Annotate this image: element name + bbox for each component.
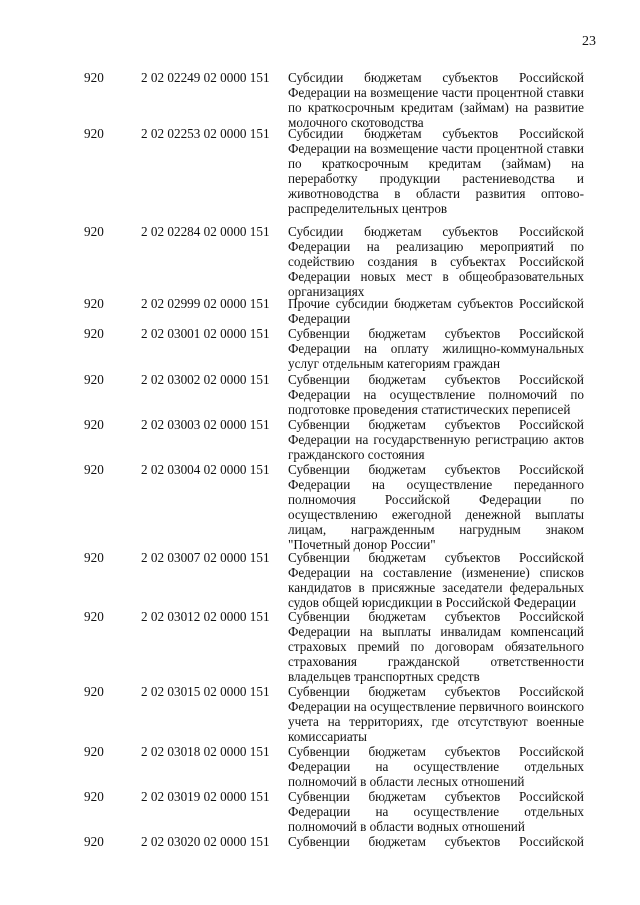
table-row: [0, 744, 640, 789]
table-row: [0, 326, 640, 372]
revenue-description: Субвенции бюджетам субъектов Российской Федерации на составление (изменение) списков кандидатов в присяжные заседатели федеральных судов общей юрисдикции в Российской Федерации: [288, 550, 584, 611]
revenue-description: Субвенции бюджетам субъектов Российской: [288, 834, 584, 849]
administrator-code: 920: [84, 789, 104, 804]
revenue-classification-code: 2 02 03007 02 0000 151: [141, 550, 270, 565]
revenue-description: Субвенции бюджетам субъектов Российской Федерации на осуществление отдельных полномочий в области водных отношений: [288, 789, 584, 835]
revenue-classification-code: 2 02 03001 02 0000 151: [141, 326, 270, 341]
revenue-description: Субсидии бюджетам субъектов Российской Федерации на возмещение части процентной ставки по краткосрочным кредитам (займам) на переработку продукции растениеводства и животноводства в области развития оптово-распределительных центров: [288, 126, 584, 217]
administrator-code: 920: [84, 744, 104, 759]
revenue-classification-code: 2 02 02249 02 0000 151: [141, 70, 270, 85]
table-row: [0, 550, 640, 609]
revenue-description: Субвенции бюджетам субъектов Российской Федерации на осуществление полномочий по подготовке проведения статистических переписей: [288, 372, 584, 418]
revenue-classification-code: 2 02 02999 02 0000 151: [141, 296, 270, 311]
table-row: [0, 684, 640, 744]
revenue-description: Субсидии бюджетам субъектов Российской Федерации на возмещение части процентной ставки по краткосрочным кредитам (займам) на развитие молочного скотоводства: [288, 70, 584, 131]
revenue-classification-code: 2 02 03019 02 0000 151: [141, 789, 270, 804]
revenue-classification-code: 2 02 03012 02 0000 151: [141, 609, 270, 624]
administrator-code: 920: [84, 550, 104, 565]
revenue-codes-table: [0, 70, 640, 852]
administrator-code: 920: [84, 70, 104, 85]
revenue-classification-code: 2 02 03020 02 0000 151: [141, 834, 270, 849]
table-row: [0, 834, 640, 852]
table-row: [0, 372, 640, 417]
administrator-code: 920: [84, 326, 104, 341]
revenue-description: Субвенции бюджетам субъектов Российской Федерации на осуществление первичного воинского учета на территориях, где отсутствуют военные комиссариаты: [288, 684, 584, 745]
table-row: [0, 224, 640, 300]
revenue-classification-code: 2 02 02284 02 0000 151: [141, 224, 270, 239]
revenue-description: Субвенции бюджетам субъектов Российской Федерации на осуществление переданного полномочия Российской Федерации по осуществлению ежегодной денежной выплаты лицам, награжденным нагрудным знаком "Почетный донор России": [288, 462, 584, 553]
administrator-code: 920: [84, 126, 104, 141]
revenue-description: Прочие субсидии бюджетам субъектов Российской Федерации: [288, 296, 584, 327]
table-row: [0, 70, 640, 131]
administrator-code: 920: [84, 834, 104, 849]
revenue-classification-code: 2 02 03002 02 0000 151: [141, 372, 270, 387]
revenue-classification-code: 2 02 03004 02 0000 151: [141, 462, 270, 477]
table-row: [0, 789, 640, 834]
administrator-code: 920: [84, 296, 104, 311]
table-row: [0, 126, 640, 224]
revenue-description: Субвенции бюджетам субъектов Российской Федерации на оплату жилищно-коммунальных услуг отдельным категориям граждан: [288, 326, 584, 372]
revenue-classification-code: 2 02 02253 02 0000 151: [141, 126, 270, 141]
administrator-code: 920: [84, 609, 104, 624]
revenue-classification-code: 2 02 03015 02 0000 151: [141, 684, 270, 699]
revenue-description: Субсидии бюджетам субъектов Российской Федерации на реализацию мероприятий по содействию создания в субъектах Российской Федерации новых мест в общеобразовательных организациях: [288, 224, 584, 300]
administrator-code: 920: [84, 417, 104, 432]
administrator-code: 920: [84, 372, 104, 387]
table-row: [0, 609, 640, 684]
revenue-description: Субвенции бюджетам субъектов Российской Федерации на выплаты инвалидам компенсаций страховых премий по договорам обязательного страхования гражданской ответственности владельцев транспортных средств: [288, 609, 584, 685]
revenue-classification-code: 2 02 03003 02 0000 151: [141, 417, 270, 432]
administrator-code: 920: [84, 684, 104, 699]
administrator-code: 920: [84, 224, 104, 239]
revenue-description: Субвенции бюджетам субъектов Российской Федерации на осуществление отдельных полномочий в области лесных отношений: [288, 744, 584, 790]
page-number: 23: [582, 34, 596, 49]
table-row: [0, 296, 640, 326]
revenue-description: Субвенции бюджетам субъектов Российской Федерации на государственную регистрацию актов гражданского состояния: [288, 417, 584, 463]
revenue-classification-code: 2 02 03018 02 0000 151: [141, 744, 270, 759]
administrator-code: 920: [84, 462, 104, 477]
table-row: [0, 417, 640, 462]
table-row: [0, 462, 640, 553]
